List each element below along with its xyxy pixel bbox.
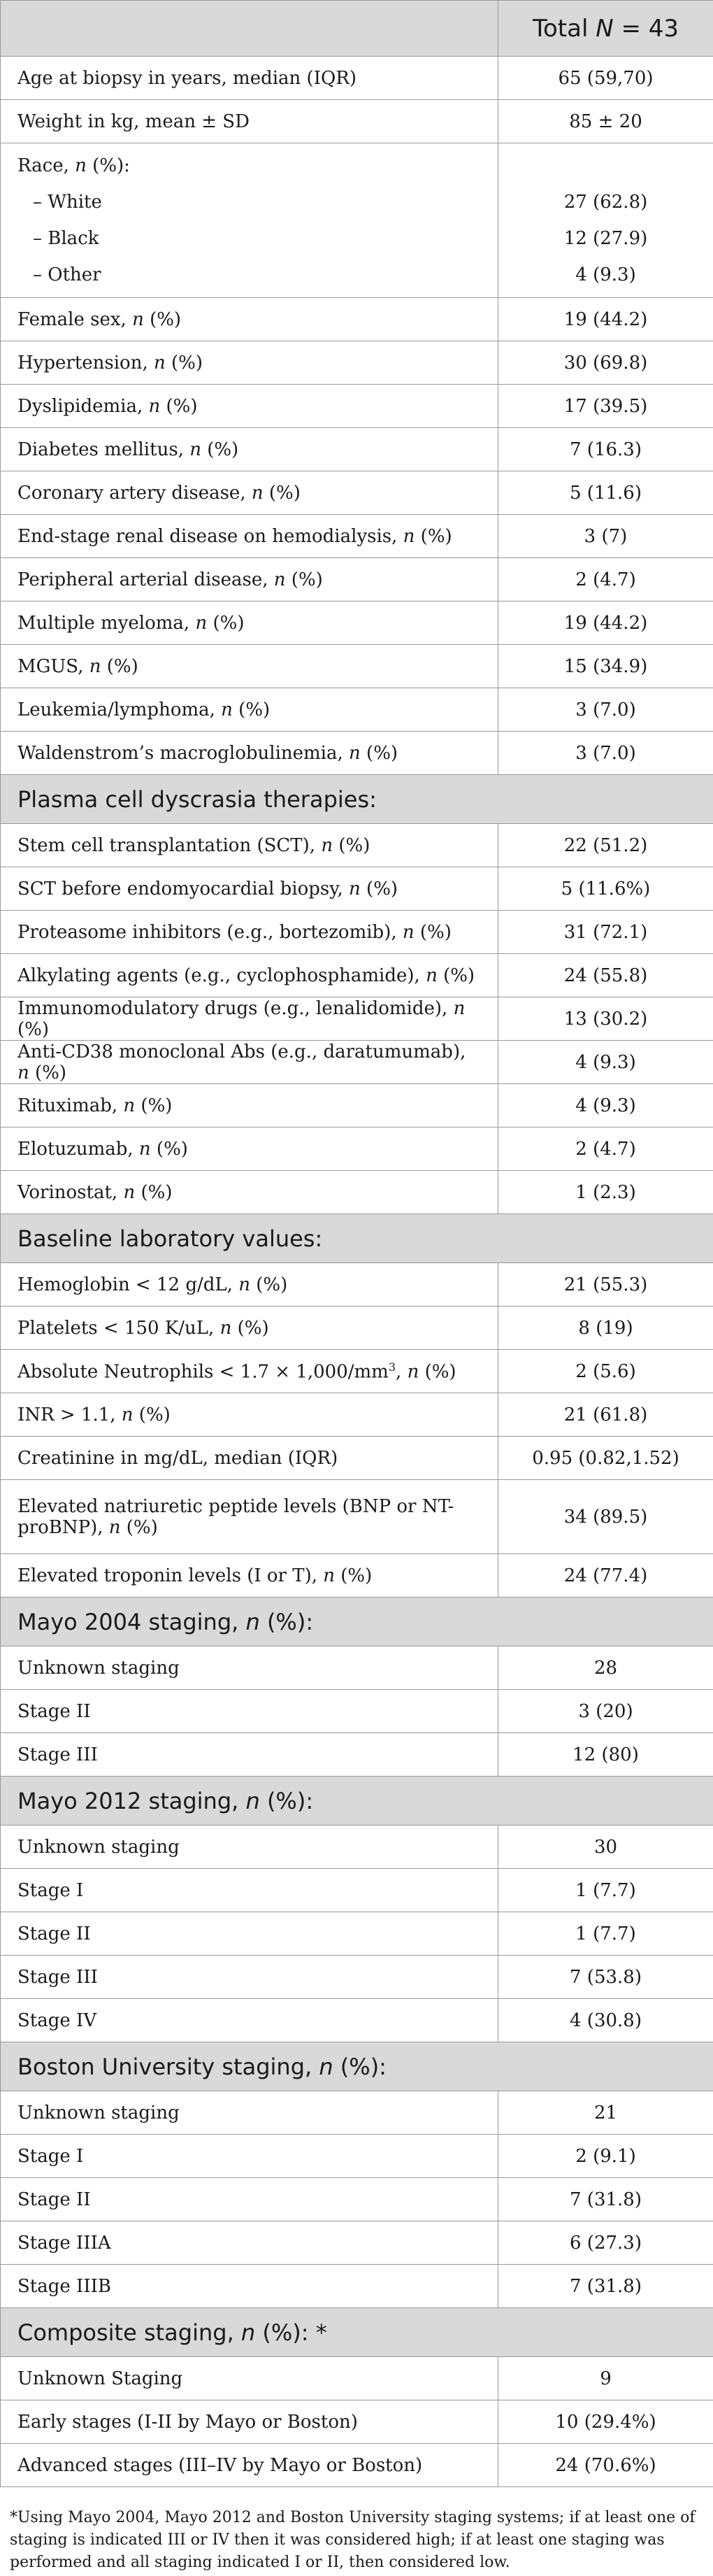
row-value: 30: [498, 1826, 713, 1869]
row-label: Stage IV: [1, 1999, 498, 2042]
row-value: 2 (4.7): [498, 1127, 713, 1171]
row-value: 31 (72.1): [498, 911, 713, 954]
table-row: [1, 2221, 713, 2265]
row-value: 1 (7.7): [498, 1912, 713, 1956]
row-value: 12 (80): [498, 1733, 713, 1777]
table-row: [1, 558, 713, 602]
row-label: Stem cell transplantation (SCT), n (%): [1, 824, 498, 867]
row-value: 34 (89.5): [498, 1480, 713, 1554]
race-row: [1, 143, 713, 298]
race-values: [498, 143, 713, 298]
section-title: Mayo 2012 staging, n (%):: [1, 1777, 713, 1826]
table-row: [1, 911, 713, 954]
row-label: Waldenstrom’s macroglobulinemia, n (%): [1, 732, 498, 775]
row-value: 0.95 (0.82,1.52): [498, 1437, 713, 1480]
row-label: Absolute Neutrophils < $1.7 \times 1,000/mm^3$, n (%): [1, 1350, 498, 1393]
row-value: 1 (2.3): [498, 1171, 713, 1214]
row-label: Stage II: [1, 1912, 498, 1956]
row-label: Anti-CD38 monoclonal Abs (e.g., daratumumab), n (%): [1, 1041, 498, 1084]
row-value: 17 (39.5): [498, 385, 713, 428]
row-value: 15 (34.9): [498, 645, 713, 688]
row-label: Elotuzumab, n (%): [1, 1127, 498, 1171]
row-label: Unknown staging: [1, 1646, 498, 1690]
section-boston: [1, 2042, 713, 2091]
row-value: 2 (9.1): [498, 2135, 713, 2178]
row-label: Diabetes mellitus, n (%): [1, 428, 498, 471]
race-labels: [1, 143, 498, 298]
table-row: [1, 2178, 713, 2221]
table-row: [1, 867, 713, 911]
table-row: [1, 1480, 713, 1554]
section-title: Boston University staging, n (%):: [1, 2042, 713, 2091]
table-row: [1, 2091, 713, 2135]
row-label: Elevated troponin levels (I or T), n (%): [1, 1554, 498, 1597]
table-row: [1, 1263, 713, 1307]
row-label: Dyslipidemia, n (%): [1, 385, 498, 428]
header-total-suffix: = 43: [613, 14, 679, 43]
row-label: Stage I: [1, 2135, 498, 2178]
race-item-label: – White: [33, 192, 102, 213]
row-label: Unknown Staging: [1, 2357, 498, 2400]
race-item-label: – Other: [33, 264, 101, 285]
row-label: Creatinine in mg/dL, median (IQR): [1, 1437, 498, 1480]
row-value: 2 (4.7): [498, 558, 713, 602]
header-total: [498, 1, 713, 57]
row-label: Stage II: [1, 1690, 498, 1733]
table-row: [1, 471, 713, 515]
row-value: 8 (19): [498, 1307, 713, 1350]
table-row: [1, 1733, 713, 1777]
table-row: [1, 824, 713, 867]
row-label: Leukemia/lymphoma, n (%): [1, 688, 498, 732]
row-value: 4 (30.8): [498, 1999, 713, 2042]
table-row: [1, 602, 713, 645]
table-row: [1, 954, 713, 997]
table-row: [1, 515, 713, 558]
row-label: End-stage renal disease on hemodialysis, n (%): [1, 515, 498, 558]
row-value: 19 (44.2): [498, 298, 713, 341]
row-value: 3 (20): [498, 1690, 713, 1733]
race-label: Race, n (%):: [17, 155, 130, 176]
section-therapies: [1, 775, 713, 824]
row-value: 21 (55.3): [498, 1263, 713, 1307]
row-label: Advanced stages (III–IV by Mayo or Boston): [1, 2444, 498, 2487]
row-label: Vorinostat, n (%): [1, 1171, 498, 1214]
race-item-value: 4 (9.3): [575, 264, 636, 285]
table-row: [1, 1690, 713, 1733]
table-row: [1, 1350, 713, 1393]
table-row: [1, 1912, 713, 1956]
row-label: Elevated natriuretic peptide levels (BNP or NT-proBNP), n (%): [1, 1480, 498, 1554]
row-label: Unknown staging: [1, 1826, 498, 1869]
section-mayo2012: [1, 1777, 713, 1826]
row-value: 21: [498, 2091, 713, 2135]
row-label: Stage I: [1, 1869, 498, 1912]
row-value: 13 (30.2): [498, 997, 713, 1041]
table-row: [1, 688, 713, 732]
race-item-label: – Black: [33, 228, 99, 249]
row-value: 22 (51.2): [498, 824, 713, 867]
table-row: [1, 1646, 713, 1690]
row-value: 30 (69.8): [498, 341, 713, 385]
row-value: 3 (7): [498, 515, 713, 558]
row-value: 24 (55.8): [498, 954, 713, 997]
header-total-n: N: [596, 14, 614, 43]
row-label: Stage III: [1, 1956, 498, 1999]
table-row: [1, 1171, 713, 1214]
row-value: 2 (5.6): [498, 1350, 713, 1393]
table-row: [1, 2400, 713, 2444]
header-total-prefix: Total: [532, 14, 596, 43]
row-value: 1 (7.7): [498, 1869, 713, 1912]
table-row: [1, 1956, 713, 1999]
row-value: 7 (31.8): [498, 2265, 713, 2308]
row-value: 19 (44.2): [498, 602, 713, 645]
table-row: [1, 1999, 713, 2042]
row-label: INR > 1.1, n (%): [1, 1393, 498, 1437]
row-label: Coronary artery disease, n (%): [1, 471, 498, 515]
row-label: SCT before endomyocardial biopsy, n (%): [1, 867, 498, 911]
section-title: Plasma cell dyscrasia therapies:: [1, 775, 713, 824]
row-value: 7 (16.3): [498, 428, 713, 471]
race-value-spacer: [515, 148, 696, 184]
row-value: 3 (7.0): [498, 732, 713, 775]
table-row: [1, 298, 713, 341]
table-row: [1, 2444, 713, 2487]
table-row: [1, 2265, 713, 2308]
table-row: [1, 341, 713, 385]
row-value: 24 (70.6%): [498, 2444, 713, 2487]
row-value: 28: [498, 1646, 713, 1690]
row-label: Female sex, n (%): [1, 298, 498, 341]
row-label: Weight in kg, mean ± SD: [1, 100, 498, 143]
section-title: Composite staging, n (%): *: [1, 2308, 713, 2357]
row-label: Alkylating agents (e.g., cyclophosphamide), n (%): [1, 954, 498, 997]
row-label: Stage III: [1, 1733, 498, 1777]
table-row: [1, 1393, 713, 1437]
row-label: Early stages (I-II by Mayo or Boston): [1, 2400, 498, 2444]
table-row: [1, 2135, 713, 2178]
row-label: Stage II: [1, 2178, 498, 2221]
row-label: MGUS, n (%): [1, 645, 498, 688]
section-title: Baseline laboratory values:: [1, 1214, 713, 1263]
header-blank: [1, 1, 498, 57]
row-value: 65 (59,70): [498, 57, 713, 100]
table-header-row: [1, 1, 713, 57]
row-label: Stage IIIB: [1, 2265, 498, 2308]
row-label: Rituximab, n (%): [1, 1084, 498, 1127]
table-row: [1, 385, 713, 428]
table-row: [1, 1084, 713, 1127]
table-row: [1, 1554, 713, 1597]
row-value: 4 (9.3): [498, 1084, 713, 1127]
row-value: 24 (77.4): [498, 1554, 713, 1597]
table-row: [1, 428, 713, 471]
section-labs: [1, 1214, 713, 1263]
row-label: Multiple myeloma, n (%): [1, 602, 498, 645]
table-row: [1, 1826, 713, 1869]
race-item-value: 12 (27.9): [563, 228, 648, 249]
footnote: *Using Mayo 2004, Mayo 2012 and Boston University staging systems; if at least one of staging is indicated III or IV then it was considered high; if at least one staging was performed and all staging indicated I or II, then considered low.: [10, 2509, 696, 2571]
section-composite: [1, 2308, 713, 2357]
table-row: [1, 645, 713, 688]
row-value: 5 (11.6): [498, 471, 713, 515]
table-row: [1, 997, 713, 1041]
row-label: Unknown staging: [1, 2091, 498, 2135]
row-label: Proteasome inhibitors (e.g., bortezomib), n (%): [1, 911, 498, 954]
table-row: [1, 1307, 713, 1350]
table-row: [1, 732, 713, 775]
row-value: 4 (9.3): [498, 1041, 713, 1084]
row-value: 85 ± 20: [498, 100, 713, 143]
row-value: 21 (61.8): [498, 1393, 713, 1437]
table-row: [1, 1869, 713, 1912]
row-value: 5 (11.6%): [498, 867, 713, 911]
row-value: 6 (27.3): [498, 2221, 713, 2265]
row-value: 9: [498, 2357, 713, 2400]
row-label: Hypertension, n (%): [1, 341, 498, 385]
race-item-value: 27 (62.8): [563, 192, 648, 213]
row-label: Immunomodulatory drugs (e.g., lenalidomide), n (%): [1, 997, 498, 1041]
row-label: Age at biopsy in years, median (IQR): [1, 57, 498, 100]
row-value: 10 (29.4%): [498, 2400, 713, 2444]
table-row: [1, 1127, 713, 1171]
section-mayo2004: [1, 1597, 713, 1646]
row-label: Platelets < 150 K/uL, n (%): [1, 1307, 498, 1350]
row-label: Stage IIIA: [1, 2221, 498, 2265]
row-value: 3 (7.0): [498, 688, 713, 732]
table-row: [1, 57, 713, 100]
table-row: [1, 1041, 713, 1084]
row-value: 7 (53.8): [498, 1956, 713, 1999]
table-row: [1, 100, 713, 143]
row-value: 7 (31.8): [498, 2178, 713, 2221]
table-row: [1, 1437, 713, 1480]
table-row: [1, 2357, 713, 2400]
table-body: [1, 57, 713, 2487]
row-label: Peripheral arterial disease, n (%): [1, 558, 498, 602]
row-label: Hemoglobin < 12 g/dL, n (%): [1, 1263, 498, 1307]
section-title: Mayo 2004 staging, n (%):: [1, 1597, 713, 1646]
